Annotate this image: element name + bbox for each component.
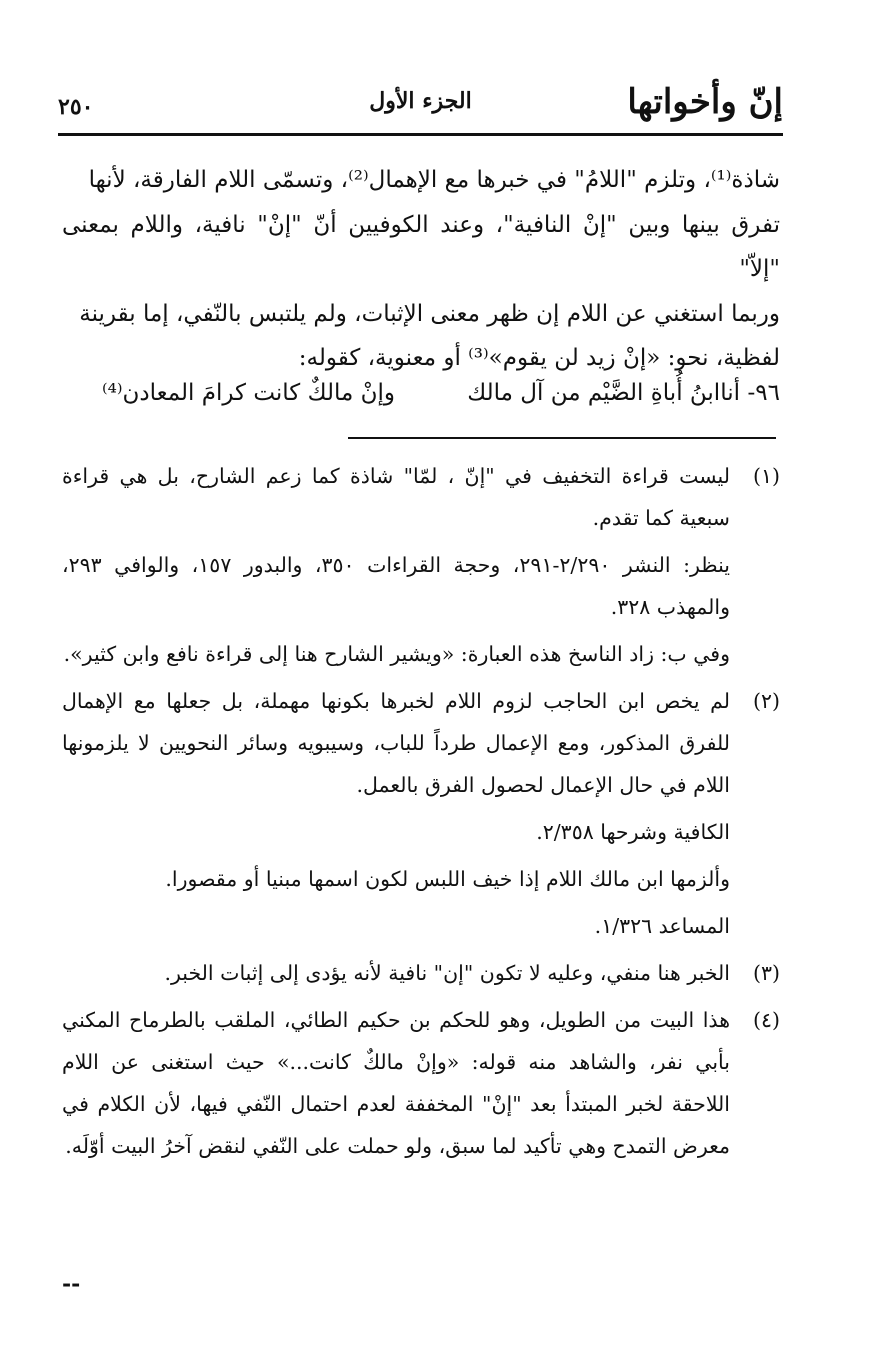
running-header: [58, 80, 783, 130]
text-line: وربما استغني عن اللام إن ظهر معنى الإثبات، ولم يلتبس بالنّفي، إما بقرينة: [79, 300, 780, 327]
footnote-number: (٢): [752, 689, 780, 713]
footnote-paragraph: وفي ب: زاد الناسخ هذه العبارة: «ويشير الشارح هنا إلى قراءة نافع وابن كثير».: [63, 642, 730, 666]
footnote-1: [62, 455, 780, 675]
footnote-paragraph: وألزمها ابن مالك اللام إذا خيف اللبس لكون اسمها مبنيا أو مقصورا.: [165, 867, 730, 891]
footnote-4: [62, 999, 780, 1167]
footnote-paragraph: الخبر هنا منفي، وعليه لا تكون "إن" نافية لأنه يؤدى إلى إثبات الخبر.: [164, 961, 730, 985]
text-line: تفرق بينها وبين "إنْ النافية"، وعند الكوفيين أنّ "إنْ" نافية، واللام بمعنى "إلاّ": [62, 211, 780, 282]
verse-second-hemistich: وإنْ مالكٌ كانت كرامَ المعادن⁽⁴⁾: [101, 380, 395, 406]
footnote-separator: [348, 437, 776, 439]
footnote-number: (١): [752, 464, 780, 488]
footnote-paragraph: المساعد ١/٣٢٦.: [594, 914, 730, 938]
footnote-number: (٤): [752, 1008, 780, 1032]
footnote-paragraph: لم يخص ابن الحاجب لزوم اللام لخبرها بكونها مهملة، بل جعلها مع الإهمال للفرق المذكور، ومع الإعمال طرداً للباب، وسيبويه وسائر النحويين لا يلزمونها اللام في حال الإعمال لحصول الفرق بالعمل.: [62, 689, 730, 797]
header-rule: [58, 133, 783, 136]
part-label: الجزء الأول: [369, 88, 472, 114]
footer-mark: --: [62, 1271, 81, 1297]
footnote-paragraph: ينظر: النشر ٢/٢٩٠-٢٩١، وحجة القراءات ٣٥٠، والبدور ١٥٧، والوافي ٢٩٣، والمهذب ٣٢٨.: [62, 553, 730, 619]
main-text: [62, 158, 780, 381]
footnote-paragraph: ليست قراءة التخفيف في "إنّ ، لمّا" شاذة كما زعم الشارح، بل هي قراءة سبعية كما تقدم.: [62, 464, 730, 530]
footnote-number: (٣): [752, 961, 780, 985]
verse-number: ٩٦-: [747, 380, 780, 406]
footnote-paragraph: هذا البيت من الطويل، وهو للحكم بن حكيم الطائي، الملقب بالطرماح المكني بأبي نفر، والشاهد منه قوله: «وإنْ مالكٌ كانت...» حيث استغنى عن اللام اللاحقة لخبر المبتدأ بعد "إنْ" المخففة لعدم احتمال النّفي فيها، لأن الكلام في معرض التمدح وهي تأكيد لما سبق، ولو حملت على النّفي لنقض آخرُ البيت أوّلَه.: [62, 1008, 730, 1158]
footnote-3: [62, 952, 780, 994]
footnote-2: [62, 680, 780, 947]
page-number: ٢٥٠: [58, 94, 94, 120]
text-line: شاذة⁽¹⁾، وتلزم "اللامُ" في خبرها مع الإهمال⁽²⁾، وتسمّى اللام الفارقة، لأنها: [88, 167, 780, 193]
footnotes: [62, 455, 780, 1172]
verse-first-hemistich: أناابنُ أُباةِ الضَّيْم من آل مالك: [467, 380, 740, 406]
chapter-title: إنّ وأخواتها: [627, 82, 783, 122]
footnote-paragraph: الكافية وشرحها ٢/٣٥٨.: [536, 820, 730, 844]
poetry-verse: [62, 371, 780, 415]
text-line: لفظية، نحو: «إنْ زيد لن يقوم»⁽³⁾ أو معنوية، كقوله:: [298, 345, 780, 371]
